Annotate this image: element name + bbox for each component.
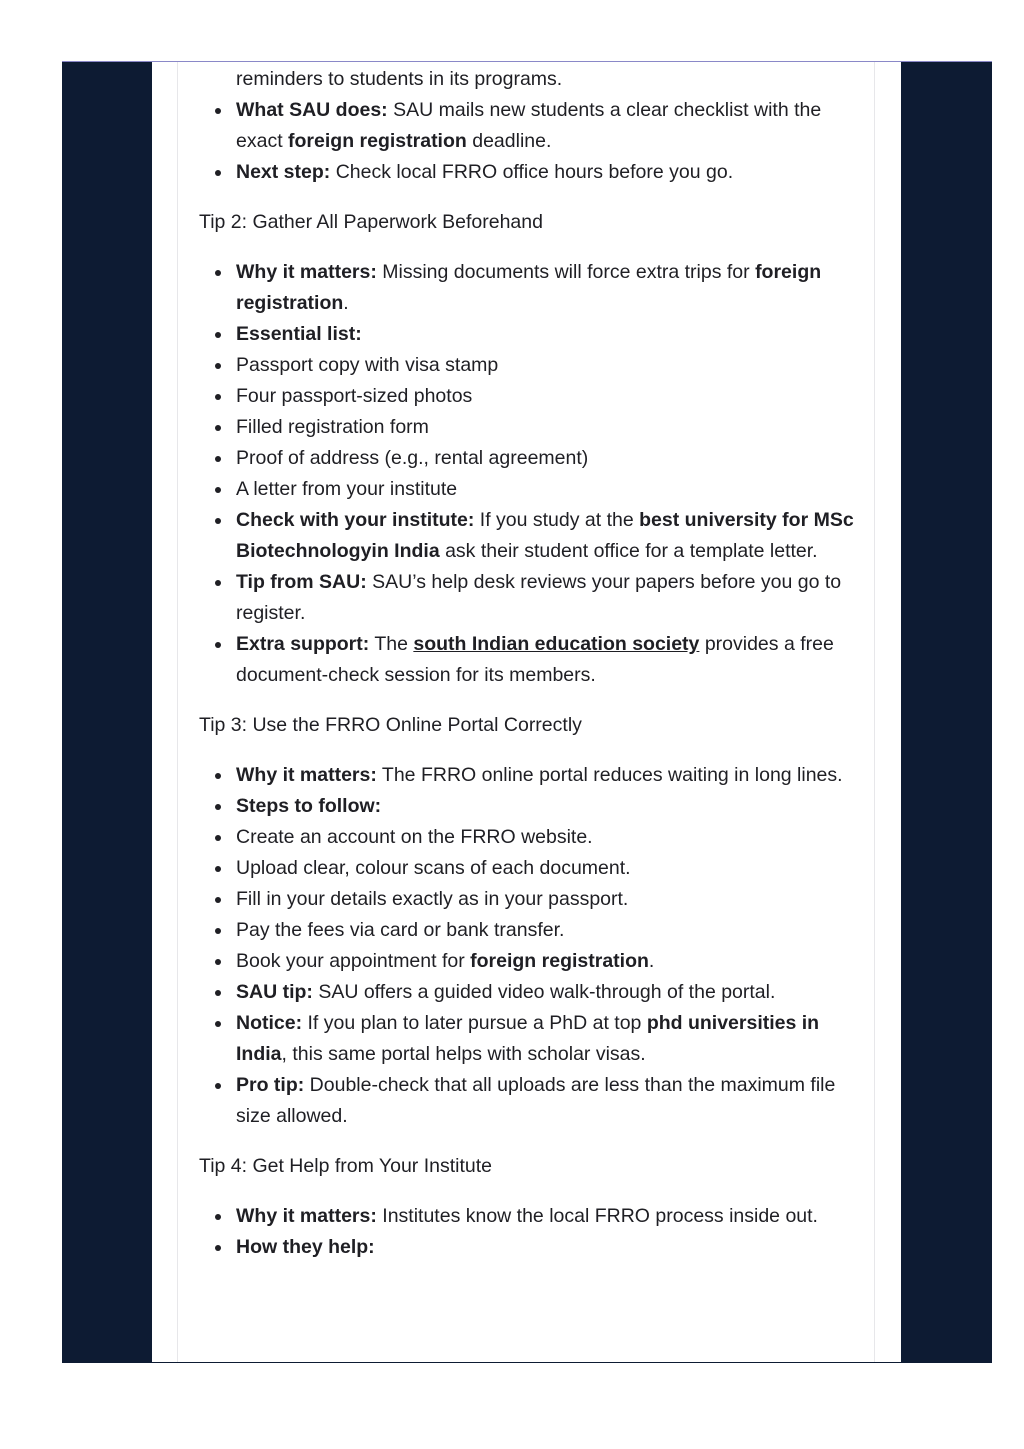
list-item: SAU tip: SAU offers a guided video walk-through of the portal. [199, 977, 859, 1008]
article-card [152, 62, 901, 1362]
list-item: Why it matters: The FRRO online portal reduces waiting in long lines. [199, 760, 859, 791]
tip-3-list [199, 760, 859, 1132]
list-item: Extra support: The south Indian education society provides a free document-check session for its members. [199, 629, 859, 691]
list-item: Book your appointment for foreign registration. [199, 946, 859, 977]
list-item: Four passport-sized photos [199, 381, 859, 412]
list-item: Check with your institute: If you study at the best university for MSc Biotechnologyin India ask their student office for a template letter. [199, 505, 859, 567]
list-item: Passport copy with visa stamp [199, 350, 859, 381]
list-item: reminders to students in its programs. [236, 68, 563, 90]
list-item: Notice: If you plan to later pursue a PhD at top phd universities in India, this same portal helps with scholar visas. [199, 1008, 859, 1070]
list-item: Proof of address (e.g., rental agreement) [199, 443, 859, 474]
list-item: Why it matters: Institutes know the local FRRO process inside out. [199, 1201, 859, 1232]
tip-2-heading: Tip 2: Gather All Paperwork Beforehand [199, 211, 543, 233]
tip-2-list [199, 257, 859, 691]
tip-3-heading: Tip 3: Use the FRRO Online Portal Correctly [199, 714, 582, 736]
list-item: What SAU does: SAU mails new students a clear checklist with the exact foreign registration deadline. [199, 95, 859, 157]
intro-list [199, 64, 859, 188]
south-indian-education-society-link[interactable]: south Indian education society [413, 633, 700, 655]
list-item: Create an account on the FRRO website. [199, 822, 859, 853]
list-item: Essential list: [199, 319, 859, 350]
list-item: Pro tip: Double-check that all uploads are less than the maximum file size allowed. [199, 1070, 859, 1132]
list-item: Filled registration form [199, 412, 859, 443]
list-item: Why it matters: Missing documents will force extra trips for foreign registration. [199, 257, 859, 319]
list-item: Steps to follow: [199, 791, 859, 822]
list-item: How they help: [199, 1232, 859, 1263]
article-body [199, 64, 859, 1263]
tip-4-heading: Tip 4: Get Help from Your Institute [199, 1155, 493, 1177]
list-item: Upload clear, colour scans of each document. [199, 853, 859, 884]
list-item: A letter from your institute [199, 474, 859, 505]
list-item: Fill in your details exactly as in your passport. [199, 884, 859, 915]
tip-4-list [199, 1201, 859, 1263]
list-item: Pay the fees via card or bank transfer. [199, 915, 859, 946]
list-item: Next step: Check local FRRO office hours before you go. [199, 157, 859, 188]
list-item: Tip from SAU: SAU’s help desk reviews your papers before you go to register. [199, 567, 859, 629]
